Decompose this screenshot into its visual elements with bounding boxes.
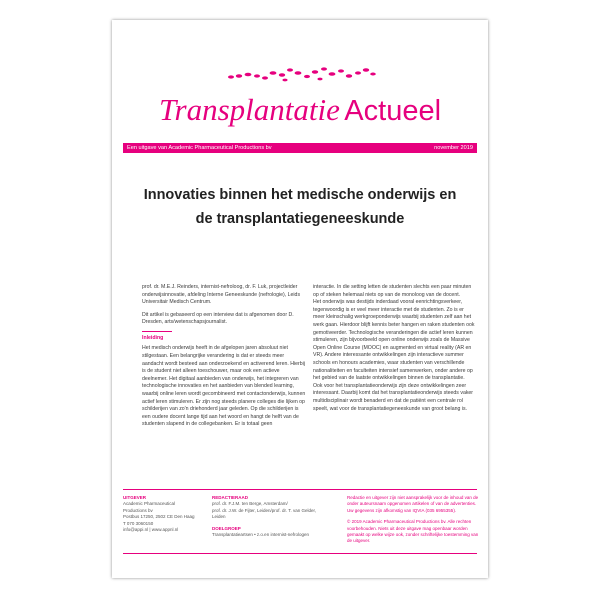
section-divider bbox=[142, 331, 172, 332]
section-heading: Inleiding bbox=[142, 334, 164, 341]
footer-divider bbox=[123, 489, 477, 490]
footer-legal bbox=[347, 495, 479, 545]
footer-audience: Transplantatieartsen • z.o.en internist-nefrologen bbox=[212, 532, 309, 538]
band-publisher-text: Een uitgave van Academic Pharmaceutical Productions bv bbox=[127, 145, 272, 151]
article-note: Dit artikel is gebaseerd op een interview dat is afgenomen door D. Dresden, arts/wetenschapsjournalist. bbox=[142, 311, 294, 326]
footer-line: Productions bv bbox=[123, 507, 153, 513]
footer-editorial bbox=[212, 495, 332, 538]
article-paragraph: Ook voor het transplantatieonderwijs zijn deze ontwikkelingen zeer interessant. Daarbij komt dat het transplantatieonderwijs steeds vaker multidisciplinair wordt benaderd en dat de patiënt een centrale rol speelt, wat voor de transplantatiegeneeskunde van groot belang is. bbox=[313, 382, 474, 412]
footer-publisher bbox=[123, 495, 205, 533]
masthead-logo bbox=[112, 94, 488, 126]
footer-disclaimer: Redactie en uitgever zijn niet aansprakelijk voor de inhoud van de onder auteursnaam opgenomen artikelen of van de advertenties. Uw gegevens zijn afkomstig van IQVIA (035 6955355). bbox=[347, 495, 479, 513]
masthead-title-regular: Actueel bbox=[344, 95, 442, 127]
publisher-band bbox=[123, 143, 477, 153]
footer-publisher-heading: UITGEVER bbox=[123, 495, 147, 500]
band-date: november 2019 bbox=[434, 145, 473, 151]
article-title: Innovaties binnen het medische onderwijs en de transplantatiegeneeskunde bbox=[143, 187, 457, 227]
footer-line: Postbus 17250, 2502 CE Den Haag bbox=[123, 514, 195, 520]
bottom-divider bbox=[123, 553, 477, 554]
footer-line: T 070 3060150 bbox=[123, 520, 154, 526]
newsletter-page bbox=[112, 20, 488, 578]
article-column-right bbox=[313, 284, 477, 418]
masthead-title-italic: Transplantatie bbox=[158, 92, 340, 127]
footer-line: prof. dr. F.J.M. ten Berge, Amsterdam/ bbox=[212, 501, 288, 507]
article-paragraph: interactie. In die setting letten de studenten slechts een paar minuten op of steken helemaal niets op van de monoloog van de docent. bbox=[313, 284, 472, 298]
article-paragraph: Het medisch onderwijs heeft in de afgelopen jaren absoluut niet stilgestaan. Een belangrijke verandering is dat er steeds meer aandacht wordt besteed aan onderzoekend en activerend leren. Hierbij is de student niet alleen toeschouwer, maar ook een actieve deelnemer. Het digitaal aanbieden van onderwijs, het integreren van technologische innovaties en het aanbieden van blended learning, waarbij online leren wordt gecombineerd met contactonderwijs, kunnen actief leren stimuleren. Er zijn nog steeds planere colleges die lijken op schilderijen van zo'n driehonderd jaar geleden. Op die schilderijen is een oudere docent lange tijd aan het woord en hangt de helft van de studenten slapend in de collegebanken. Er is totaal geen bbox=[142, 345, 306, 428]
footer-editorial-heading: REDACTIERAAD bbox=[212, 495, 248, 500]
dots-icon bbox=[227, 64, 377, 82]
article-paragraph: Het onderwijs was destijds inderdaad vooral eenrichtingsverkeer, tegenwoordig is er veel meer interactie met de studenten. Zo is er meer kleinschalig werkgroeponderwijs waarbij studenten zelf aan het werk gaan. Hierdoor blijft kennis beter hangen en raken studenten ook gemotiveerder. Technologische veranderingen die actief leren kunnen stimuleren, zijn bijvoorbeeld open online onderwijs zoals de Massive Open Online Course (MOOC) en augmented en virtual reality (AR en VR). Andere interessante ontwikkelingen zijn interactieve summer schools en honours academies, waar studenten van verschillende nationaliteiten en faculteiten intensief samenwerken, onder andere op het gebied van de laatste ontwikkelingen binnen de transplantatie. bbox=[313, 299, 475, 382]
footer-audience-heading: DOELGROEP bbox=[212, 525, 241, 531]
footer-line: Leiden bbox=[212, 514, 226, 520]
footer-line: Academic Pharmaceutical bbox=[123, 501, 176, 507]
article-authors: prof. dr. M.E.J. Reinders, internist-nefroloog, dr. F. Luk, projectleider onderwijsinnovatie, afdeling Interne Geneeskunde (nefrologie), Leids Universitair Medisch Centrum. bbox=[142, 284, 301, 306]
footer-copyright: © 2019 Academic Pharmaceutical Productions bv. Alle rechten voorbehouden. Niets uit deze uitgave mag openbaar worden gemaakt op welke wijze ook, zonder schriftelijke toestemming van de uitgever. bbox=[347, 519, 479, 544]
footer-line: info@appi.nl | www.appnl.nl bbox=[123, 527, 179, 533]
article-column-left bbox=[142, 284, 306, 434]
footer-line: prof. dr. J.W. de Fijter, Leiden/prof. dr. T. van Gelder, bbox=[212, 507, 316, 513]
